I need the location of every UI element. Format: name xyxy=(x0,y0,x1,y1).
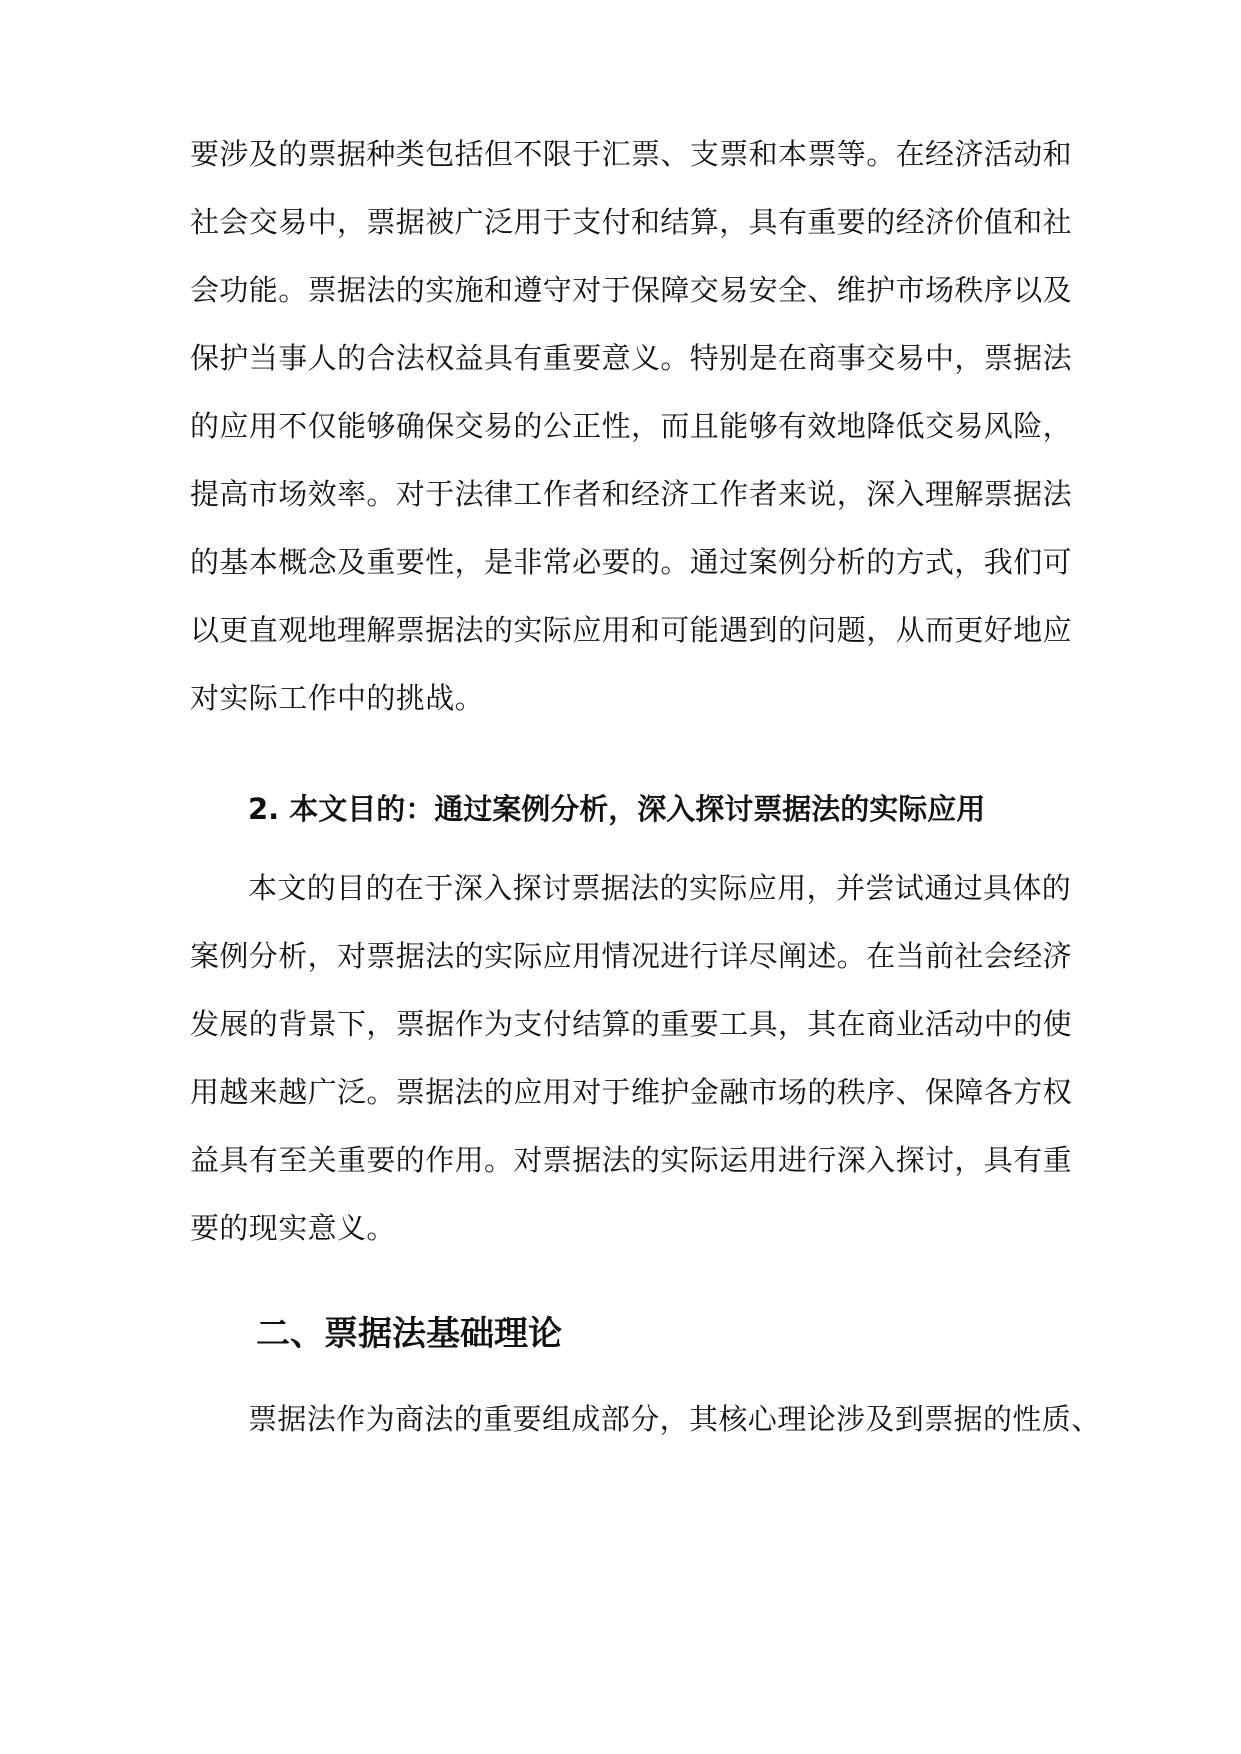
paragraph-2-line: 用越来越广泛。票据法的应用对于维护金融市场的秩序、保障各方权 xyxy=(190,1075,1073,1109)
paragraph-1-line: 社会交易中，票据被广泛用于支付和结算，具有重要的经济价值和社 xyxy=(190,205,1073,239)
paragraph-2-line: 发展的背景下，票据作为支付结算的重要工具，其在商业活动中的使 xyxy=(190,1007,1073,1041)
paragraph-1-line: 保护当事人的合法权益具有重要意义。特别是在商事交易中，票据法 xyxy=(190,341,1073,375)
section-heading: 二、票据法基础理论 xyxy=(256,1314,562,1354)
paragraph-2-line: 本文的目的在于深入探讨票据法的实际应用，并尝试通过具体的 xyxy=(248,871,1072,905)
subheading-purpose: 2. 本文目的：通过案例分析，深入探讨票据法的实际应用 xyxy=(248,792,986,826)
paragraph-2-line: 益具有至关重要的作用。对票据法的实际运用进行深入探讨，具有重 xyxy=(190,1143,1073,1177)
paragraph-1-line: 的基本概念及重要性，是非常必要的。通过案例分析的方式，我们可 xyxy=(190,545,1073,579)
paragraph-1-line: 对实际工作中的挑战。 xyxy=(190,681,485,715)
paragraph-1-line: 要涉及的票据种类包括但不限于汇票、支票和本票等。在经济活动和 xyxy=(190,137,1073,171)
paragraph-2-line: 要的现实意义。 xyxy=(190,1211,396,1245)
paragraph-3-line: 票据法作为商法的重要组成部分，其核心理论涉及到票据的性质、 xyxy=(248,1402,1101,1436)
paragraph-1-line: 提高市场效率。对于法律工作者和经济工作者来说，深入理解票据法 xyxy=(190,477,1073,511)
paragraph-1-line: 的应用不仅能够确保交易的公正性，而且能够有效地降低交易风险， xyxy=(190,409,1073,443)
paragraph-1-line: 会功能。票据法的实施和遵守对于保障交易安全、维护市场秩序以及 xyxy=(190,273,1073,307)
paragraph-2-line: 案例分析，对票据法的实际应用情况进行详尽阐述。在当前社会经济 xyxy=(190,939,1073,973)
paragraph-1-line: 以更直观地理解票据法的实际应用和可能遇到的问题，从而更好地应 xyxy=(190,613,1073,647)
